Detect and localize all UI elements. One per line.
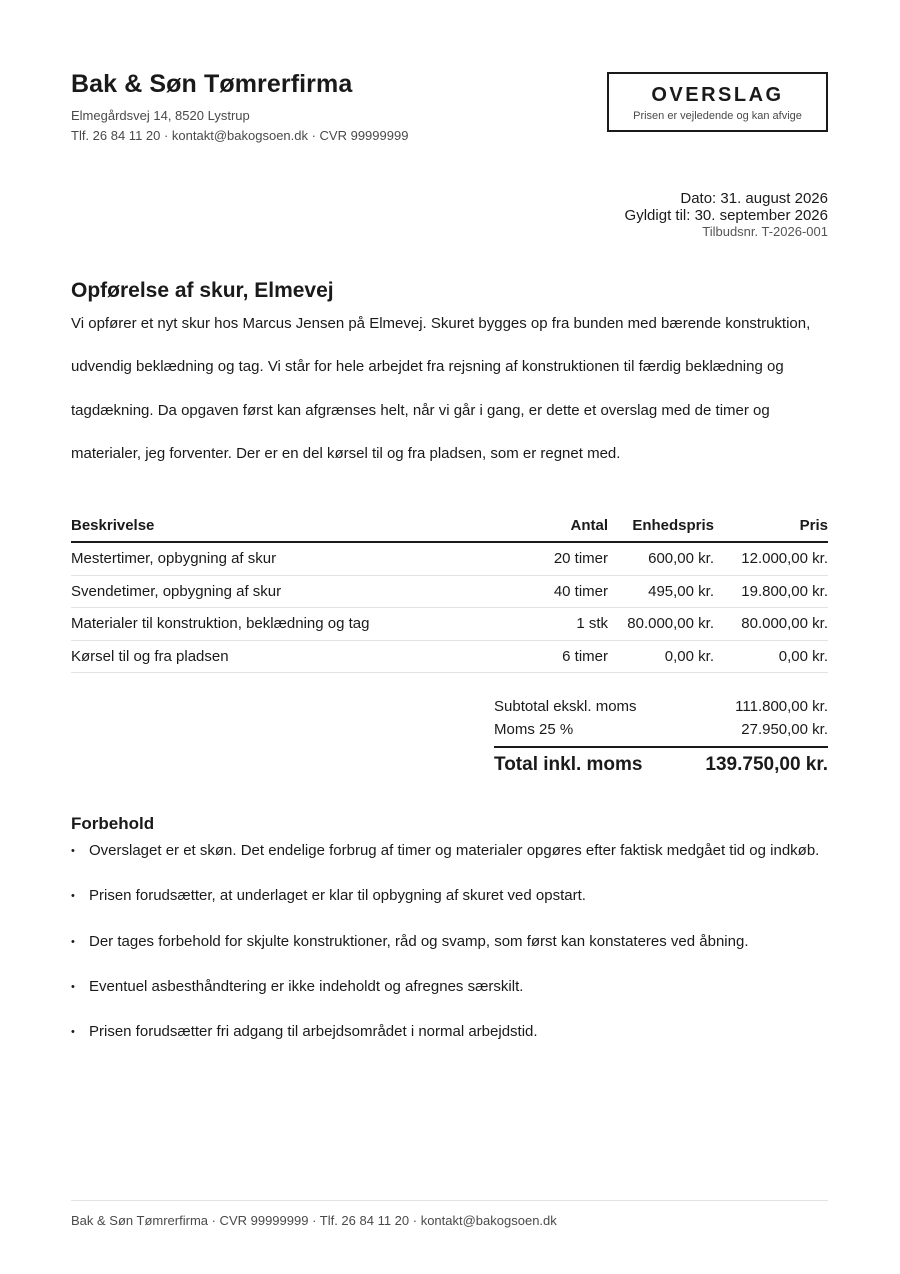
reservations-list (71, 840, 828, 1066)
quote-meta (625, 190, 828, 239)
row-quantity: 6 timer (511, 640, 608, 673)
list-item (71, 1021, 828, 1066)
row-unit-price: 0,00 kr. (608, 640, 714, 673)
row-unit-price: 80.000,00 kr. (608, 608, 714, 641)
reservation-text: Overslaget er et skøn. Det endelige forbrug af timer og materialer opgøres efter faktisk medgået tid og indkøb. (89, 842, 820, 859)
company-name: Bak & Søn Tømrerfirma (71, 70, 353, 98)
table-row (71, 575, 828, 608)
bullet-icon: • (71, 980, 75, 993)
quote-document (71, 0, 828, 1274)
header-price: Pris (714, 510, 828, 542)
row-price: 19.800,00 kr. (714, 575, 828, 608)
totals-block (494, 695, 828, 776)
row-description: Materialer til konstruktion, beklædning og tag (71, 608, 511, 641)
totals-divider (494, 746, 828, 748)
row-unit-price: 600,00 kr. (608, 542, 714, 575)
vat-value: 27.950,00 kr. (741, 721, 828, 738)
quote-date: Dato: 31. august 2026 (680, 190, 828, 207)
list-item (71, 931, 828, 976)
project-description: Vi opfører et nyt skur hos Marcus Jensen på Elmevej. Skuret bygges op fra bunden med bærende konstruktion, udvendig beklædning og tag. Vi står for hele arbejdet fra rejsning af konstruktionen til færdig beklædning og tagdækning. Da opgaven først kan afgrænses helt, når vi går i gang, er dette et overslag med de timer og materialer, jeg forventer. Der er en del kørsel til og fra pladsen, som er regnet med. (71, 315, 811, 462)
row-description: Svendetimer, opbygning af skur (71, 575, 511, 608)
row-quantity: 1 stk (511, 608, 608, 641)
row-price: 0,00 kr. (714, 640, 828, 673)
list-item (71, 840, 828, 885)
bullet-icon: • (71, 845, 75, 857)
table-row (71, 542, 828, 575)
footer-divider (71, 1200, 828, 1201)
grand-total-row (494, 754, 828, 776)
row-description: Kørsel til og fra pladsen (71, 640, 511, 673)
vat-label: Moms 25 % (494, 721, 574, 738)
row-price: 80.000,00 kr. (714, 608, 828, 641)
header-unit-price: Enhedspris (608, 510, 714, 542)
table-header-row (71, 510, 828, 542)
line-items-table (71, 510, 828, 673)
company-address: Elmegårdsvej 14, 8520 Lystrup (71, 108, 250, 123)
subtotal-row (494, 695, 828, 718)
list-item (71, 885, 828, 930)
vat-row (494, 718, 828, 741)
row-quantity: 20 timer (511, 542, 608, 575)
reservation-text: Prisen forudsætter fri adgang til arbejdsområdet i normal arbejdstid. (89, 1023, 538, 1041)
grand-total-label: Total inkl. moms (494, 754, 643, 775)
bullet-icon: • (71, 1026, 75, 1039)
header-quantity: Antal (511, 510, 608, 542)
footer-text: Bak & Søn Tømrerfirma · CVR 99999999 · Tlf. 26 84 11 20 · kontakt@bakogsoen.dk (71, 1213, 557, 1228)
document-type-box (607, 72, 828, 132)
row-price: 12.000,00 kr. (714, 542, 828, 575)
reservation-text: Der tages forbehold for skjulte konstruktioner, råd og svamp, som først kan konstateres ved åbning. (89, 932, 749, 950)
reservations-title: Forbehold (71, 814, 155, 833)
document-type-subtitle: Prisen er vejledende og kan afvige (633, 110, 802, 122)
reservation-text: Prisen forudsætter, at underlaget er klar til opbygning af skuret ved opstart. (89, 887, 586, 905)
row-unit-price: 495,00 kr. (608, 575, 714, 608)
subtotal-label: Subtotal ekskl. moms (494, 698, 637, 715)
company-contact: Tlf. 26 84 11 20 · kontakt@bakogsoen.dk · CVR 99999999 (71, 128, 409, 143)
bullet-icon: • (71, 890, 75, 903)
document-type-title: OVERSLAG (651, 84, 784, 106)
quote-number: Tilbudsnr. T-2026-001 (702, 224, 828, 239)
header-description: Beskrivelse (71, 510, 511, 542)
list-item (71, 976, 828, 1021)
subtotal-value: 111.800,00 kr. (735, 698, 828, 715)
table-row (71, 640, 828, 673)
grand-total-value: 139.750,00 kr. (705, 754, 828, 775)
quote-valid-until: Gyldigt til: 30. september 2026 (624, 207, 828, 224)
project-title: Opførelse af skur, Elmevej (71, 279, 334, 302)
row-description: Mestertimer, opbygning af skur (71, 542, 511, 575)
table-row (71, 608, 828, 641)
row-quantity: 40 timer (511, 575, 608, 608)
reservation-text: Eventuel asbesthåndtering er ikke indeholdt og afregnes særskilt. (89, 977, 524, 995)
bullet-icon: • (71, 935, 75, 948)
